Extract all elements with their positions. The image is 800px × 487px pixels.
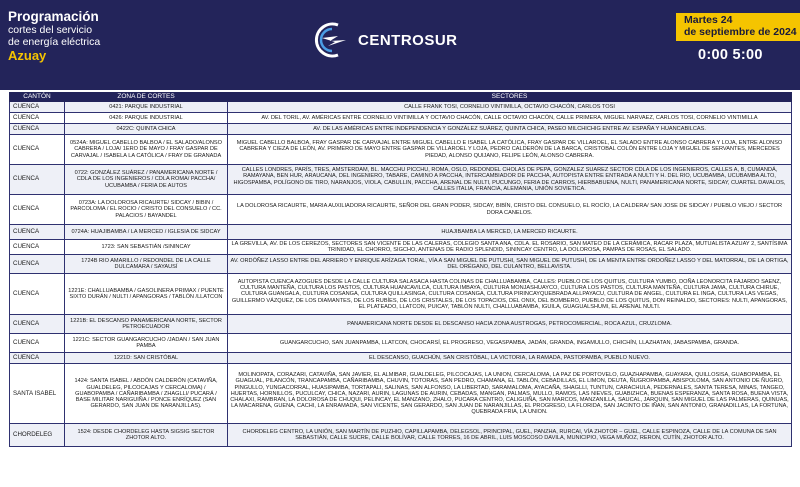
table-row [10,353,792,364]
cell-canton: CUENCA [10,315,65,334]
province-label: Azuay [8,48,47,63]
column-header-canton: CANTÓN [10,93,65,102]
header-title: Programación [8,9,99,24]
cell-zona: 1221D: SAN CRISTÓBAL [65,353,228,364]
table-body [10,102,792,447]
cell-canton: CUENCA [10,353,65,364]
cell-canton: CUENCA [10,255,65,274]
column-header-zona: ZONA DE CORTES [65,93,228,102]
table-row [10,102,792,113]
cell-canton: CUENCA [10,165,65,195]
cell-zona: 1424: SANTA ISABEL / ABDÓN CALDERÓN (CATAVIÑA, GUALDELEG, PILCOCAJAS Y CERCALOMA) / GUABOPAMBA / CAÑARIBAMBA / ZHAGLLI/ PUCARÁ / BASE MILITAR NARIGUIÑA / PONCE ENRÍQUEZ (SAN GERARDO, SAN JUAN DE NARANJILLAS). [65,364,228,424]
cell-zona: 1221C: SECTOR GUANGARCUCHO /JADAN / SAN JUAN PAMBA [65,334,228,353]
cell-canton: CUENCA [10,195,65,225]
cell-canton: CUENCA [10,102,65,113]
brand-name: CENTROSUR [358,32,458,49]
cell-zona: 1221B: EL DESCANSO PANAMERICANA NORTE, SECTOR PETROECUADOR [65,315,228,334]
cell-canton: CUENCA [10,225,65,240]
cell-zona: 0723A: LA DOLOROSA RICAURTE/ SIDCAY / BIBIN / PARCOLOMA / EL ROCIO / CRISTO DEL CONSUELO / CC. PALACIOS / BAYANDEL [65,195,228,225]
date-day: Martes 24 [684,14,733,26]
cell-sectores: GUANGARCUCHO, SAN JUANPAMBA, LLATCON, CHOCARSÍ, EL PROGRESO, VEGASPAMBA, JADÁN, GRANDA, INGAMULLO, CHICHÍN, LLAZHATAN, JABASPAMBA, GRANDA. [228,334,792,353]
cell-sectores: CALLES LONDRES, PARÍS, TRES, AMSTERDAM, BL. MACCHU PICCHU, ROMA, OSLO, REDONDEL CHOLAS DE PEPA, GONZALEZ SUAREZ SECTOR CDLA DE LOS INGENIEROS, CALLES A, B, CUMANDÁ, RAMAYANA, BEN HUR, ARAUCANA, DEL INGENIERO, TABARE, CAMINO A PACCHA, INTERCAMBIADOR DE PACCHA, AUTOPISTA ENTRE ENTRADA A NULTI Y H. DEL RIO, UCUBAMBA, UCUBAMBA ALTO, HIGOSPAMBA, POLÍGONO DE TIRO, NARANJOS, VIOLA, CABULLIN, PACCHA, ARENAL DE NULTI, PUCUNGO, FERIA DE CARROS, HIERBABUENA, NULTI, PANAMERICANA NORTE, SIDCAY, CUARTEL DAVALOS, CALLES ITALIA, FRANCIA, ALEMANIA, UNIÓN SOVIETICA. [228,165,792,195]
table-row [10,124,792,135]
column-header-sectores: SECTORES [228,93,792,102]
cell-sectores: AV. ORDÓÑEZ LASSO ENTRE DEL ARRIERO Y ENRIQUE ARÍZAGA TORAL, VÍA A SAN MIGUEL DE PUTUSHI, SAN MIGUEL DE PUTUSHÍ, DE LA MENTA ENTRE ORDOÑEZ LASSO Y DEL MATORRAL, DE LA ORTIGA, DEL ORÉGANO, DEL CULANTRO, BELLAVISTA. [228,255,792,274]
cell-canton: CUENCA [10,124,65,135]
cell-zona: 0524A: MIGUEL CABELLO BALBOA / EL SALADO/ALONSO CABRERA / LOJA/ 1ERO DE MAYO / FRAY GASPAR DE CARVAJAL / ISABELA LA CATÓLICA / FRAY DE GRANADA [65,135,228,165]
table-row [10,113,792,124]
header-title-block [8,10,100,63]
cell-zona: 0724A: HUAJIBAMBA / LA MERCED / IGLESIA DE SIDCAY [65,225,228,240]
table-row [10,165,792,195]
outage-table [9,92,792,447]
cell-canton: CUENCA [10,274,65,315]
table-row [10,274,792,315]
table-row [10,315,792,334]
date-month-year: de septiembre de 2024 [684,26,797,38]
cell-zona: 0426: PARQUE INDUSTRIAL [65,113,228,124]
cell-sectores: PANAMERICANA NORTE DESDE EL DESCANSO HACIA ZONA AUSTROGAS, PETROCOMERCIAL, ROCA AZUL, CRUZLOMA. [228,315,792,334]
lightning-icon [308,22,356,58]
centrosur-logo [308,22,498,58]
cell-sectores: MOLINOPATA, CORAZARI, CATAVIÑA, SAN JAVIER, EL ALMIBAR, GUALDELEG, PILCOCAJAS, LA UNION, CERCALOMA, LA PAZ DE PORTOVELO, GUAZHAPAMBA, GUAYARA, QUILLOSISA, GUABOPAMBA, EL GUAGUAL, PILANCÓN, TRANCAPAMBA, CAÑARIBAMBA, CHUVIN, TOTORAS, SAN PEDRO, CHAMANA, EL TABLÓN, CEBADILLAS, EL LIMON, DEUTA, ÑUGROPAMBA, ABISPOLOMA, SAN ANTONIO DE ÑUGRO, PINGULLO, YUNGACORRAL, HUASIPAMBA, TORTAPALI, SALINAS, SAN ALFONSO, LA LIBERTAD, SARAMALOMA, AYACAÑA, SHAGLLI, TUNTUN, CARACHULA, PEDERNALES, SANTA TERESA, MINAS, TANGEO, HUERTAS, HORNILLOS, PUCULCAY, CHICA, NAZARI, AURIN, LAGUNAS DE AURIN, CEBADAS, MANGAN, PALMAS, MULLO, RAMOS, LAS NIEVES, GUABIZHCA, BUENAS ESPERANZA, SANTA ROSA, BUENA VISTA, CHALAXI, RAMBRAN, LA DOLOROSA DE CHUQUI, PELINCAY, EL MANZANO, ZHALO, PUCARA CENTRO, CALIGUIÑA, SAN MARCOS, MANZANILLA, SAUCAL, JARQUIN, SAN MIGUEL DE LAS PALMERAS, QUINUAS, LA MACARENA, GUENA, CACHI, LA ENRAMADA, SAN VICENTE, SAN GERARDO, SAN JUAN DE NARANJILLAS, EL PROGRESO, LA FLORIDA, SAN JACINTO DE IÑAN, SAN ANTONIO, GRANADILLAS, LA FORTUNA, QUEBRADA FRIA, LA UNION. [228,364,792,424]
table-row [10,364,792,424]
cell-sectores: HUAJIBAMBA LA MERCED, LA MERCED RICAURTE. [228,225,792,240]
cell-canton: CUENCA [10,113,65,124]
table-row [10,255,792,274]
table-row [10,195,792,225]
cell-canton: CHORDELEG [10,424,65,447]
cell-zona: 0722: GONZÁLEZ SUÁREZ / PANAMERICANA NORTE / CDLA DE LOS INGENIEROS / CDLA ROMA/ PACCHA/ UCUBAMBA / FERIA DE AUTOS [65,165,228,195]
time-range: 0:00 5:00 [698,47,763,63]
cell-zona: 1724B RIO AMARILLO / REDONDEL DE LA CALLE DULCAMARA / SAYAUSÍ [65,255,228,274]
date-badge [676,13,800,41]
cell-canton: SANTA ISABEL [10,364,65,424]
cell-sectores: LA GREVILLA, AV. DE LOS CEREZOS, SECTORES SAN VICENTE DE LAS CALERAS, COLEGIO SANTA ANA, CDLA. EL ROSARIO, SAN MATEO DE LA CERÁMICA, RACAR PLAZA, MUTUALISTA AZUAY 2, SANTÍSIMA TRINIDAD, EL CHORRO, SIGCHO, ANTENAS DE RADIO SPLENDID, SININCAY CENTRO, LA DOLOROSA, PAMPAS DE ROSAS, EL SALADO. [228,240,792,255]
cell-zona: 1723: SAN SEBASTIÁN /SININCAY [65,240,228,255]
cell-canton: CUENCA [10,240,65,255]
table-row [10,424,792,447]
table-row [10,135,792,165]
table-row [10,334,792,353]
cell-sectores: LA DOLOROSA RICAURTE, MARIA AUXILIADORA RICAURTE, SEÑOR DEL GRAN PODER, SIDCAY, BIBÍN, CRISTO DEL CONSUELO, EL ROCÍO, LA CALDERA/ SAN JOSE DE SIDCAY / PUEBLO VIEJO / SECTOR DORA CANELOS. [228,195,792,225]
cell-canton: CUENCA [10,135,65,165]
cell-sectores: CALLE FRANK TOSI, CORNELIO VINTIMILLA, OCTAVIO CHACÓN, CARLOS TOSI [228,102,792,113]
header-subtitle-2: de energía eléctrica [8,36,101,48]
header-subtitle-1: cortes del servicio [8,24,93,36]
table-row [10,225,792,240]
cell-sectores: CHORDELEG CENTRO, LA UNIÓN, SAN MARTÍN DE PUZHIO, CAPILLAPAMBA, DELEGSOL, PRINCIPAL, GUEL, PANZHA, RURCAI, VÍA ZHOTOR – GUEL, CALLE ESPINOZA, CALLE DE LA COMUNA DE SAN SEBASTIÁN, CALLE SUCRE, CALLE BOLÍVAR, CALLE TORRES, 16 DE ABRIL, LUIS MOSCOSO DAVILA, MUNICIPIO, VEGA MUÑOZ, RERON, CUTÍN, ZHOTOR ALTO. [228,424,792,447]
table-header-row [10,93,792,102]
cell-zona: 0422C: QUINTA CHICA [65,124,228,135]
cell-sectores: MIGUEL CABELLO BALBOA, FRAY GASPAR DE CARVAJAL ENTRE MIGUEL CABELLO E ISABEL LA CATÓLICA, FRAY GASPAR DE VILLAROEL, EL SALADO ENTRE ALONSO CABRERA Y LOJA, ENTRE ALONSO CABRERA Y CIEZA DE LEÓN, AV. PRIMERO DE MAYO ENTRE GASPAR DE VILLAROEL Y LOJA, PEDRO CALDERÓN DE LA BARCA, CRISTOBAL COLÓN ENTRE LOJA Y MIGUEL DE SERVANTES, MERCEDES PIEDAD, ALONSO QUIJANO, FELIPE LEÓN, ALONSO CABRERA. [228,135,792,165]
cell-zona: 0421: PARQUE INDUSTRIAL [65,102,228,113]
header-banner [0,0,800,90]
cell-sectores: AV. DE LAS AMÉRICAS ENTRE INDEPENDENCIA Y GONZÁLEZ SUÁREZ, QUINTA CHICA, PASEO MILCHICHIG ENTRE AV. ESPAÑA Y HUANCABILCAS. [228,124,792,135]
cell-sectores: AV. DEL TORIL, AV. AMÉRICAS ENTRE CORNELIO VINTIMILLA Y OCTAVIO CHACÓN, CALLE OCTAVIO CHACÓN, CALLE PRIMERA, MIGUEL NARVAEZ, CARLOS TOSI, CORNELIO VINTIMILLA [228,113,792,124]
outage-table-container [9,92,791,447]
table-row [10,240,792,255]
cell-sectores: AUTOPISTA CUENCA AZOGUES DESDE LA CALLE CULTURA SALASACA HASTA COLINAS DE CHALLUABAMBA, CALLES: PUEBLO DE LOS QUITUS, CULTURA YUMBO, DOÑA LEONORCITA FAJARDO SAENZ, CULTURA MANTEÑA, CULTURA LOS PASTOS, CULTURA HUANCAVILCA, CULTURA IMBAYA, CULTURA MONJASHUAYCO, CULTURA LOS PASTOS, CULTURA MANTEÑA, CULTURA JAMA, CULTURA CHIRUE, CULTURA GUANGALA, CULTURA COSANGA, CULTURA QUILLASINGA, CULTURA COSANGA, CULTURA PIRINCAYQUEBRADA ALLPAYACU, CULTURA DE ANGEL, CULTURA EL INGA, CULTURA LAS VEGAS, GUILLERMO VÁZQUEZ, DE LOS DIAMANTES, DE LOS RUBÍES, DE LOS CRISTALES, DE LOS TOPACIOS, DEL ONIX, DEL BOMBERO, PUEBLO DE LOS QUITUS, DON REINALDO, SECTORES: NULTI, APANGORAS, EL PLATEADO, LLATCON, PUICAY, TABLÓN NULTI, CHALLUABAMBA, IGUILA, GUAGUALSHUMI, EL ARENAL NULTI. [228,274,792,315]
cell-zona: 1221E: CHALLUABAMBA / GASOLINERA PRIMAX / PUENTE SIXTO DURÁN / NULTI / APANGORAS / TABLÓN /LLATCON [65,274,228,315]
cell-zona: 1524: DESDE CHORDELEG HASTA SIGSIG SECTOR ZHOTOR ALTO. [65,424,228,447]
cell-sectores: EL DESCANSO, GUACHÚN, SAN CRISTÓBAL, LA VICTORIA, LA RAMADA, PASTOPAMBA, PUEBLO NUEVO. [228,353,792,364]
cell-canton: CUENCA [10,334,65,353]
